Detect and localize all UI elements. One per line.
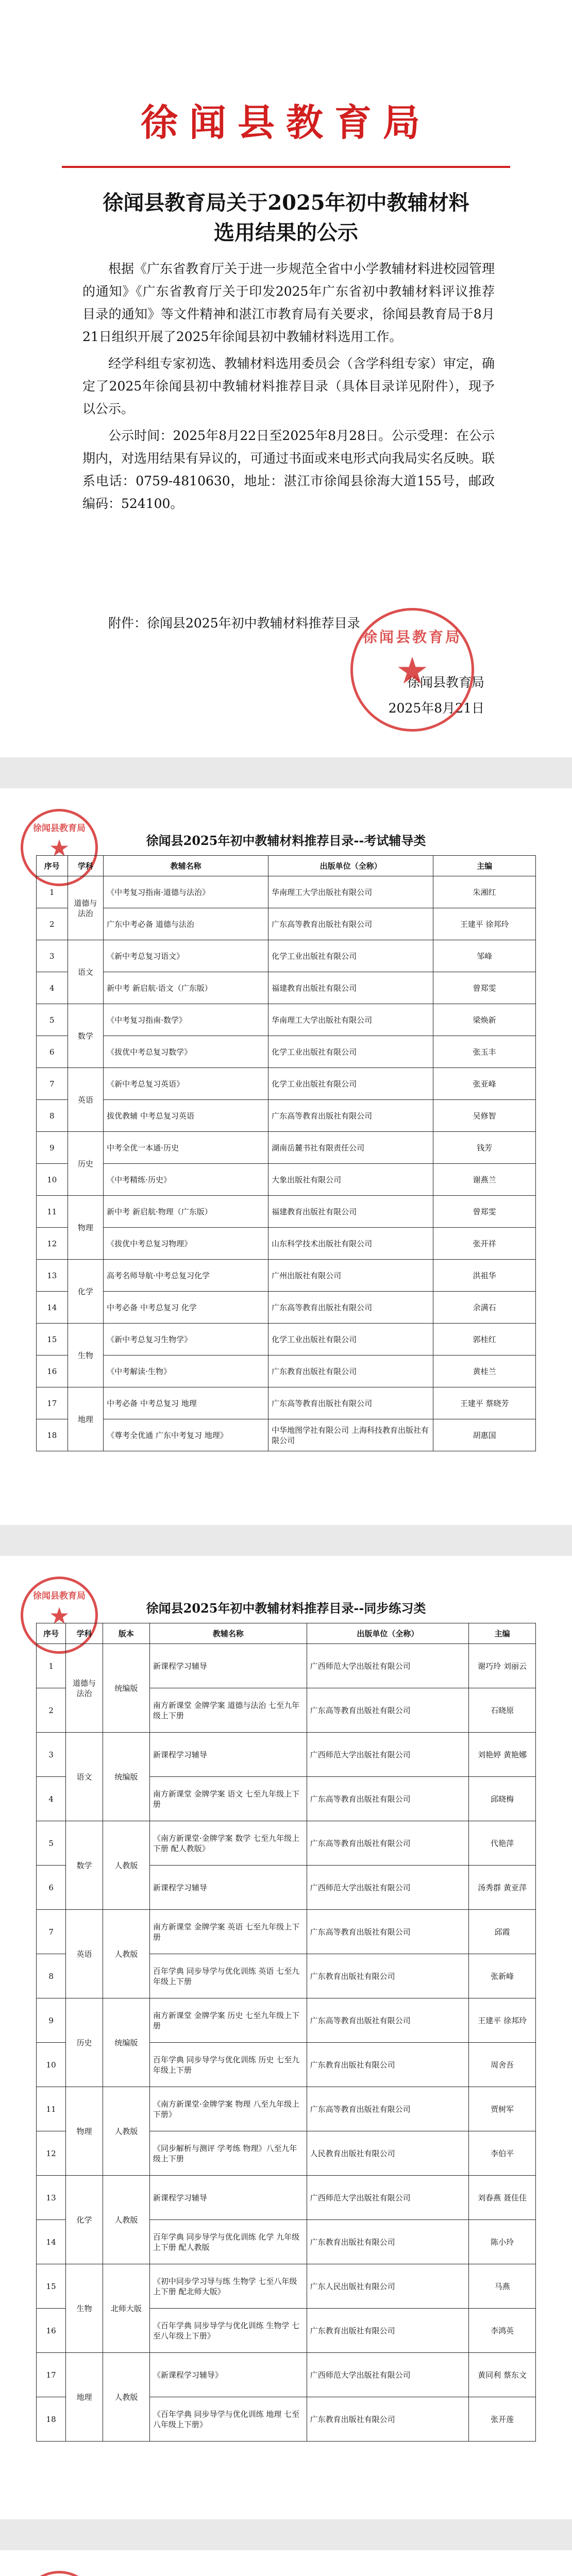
cell-publisher: 广西师范大学出版社有限公司	[307, 1644, 469, 1688]
cell-seq: 13	[37, 2176, 66, 2220]
cell-publisher: 广东高等教育出版社有限公司	[307, 2087, 469, 2131]
cell-publisher: 广东教育出版社有限公司	[307, 1954, 469, 1998]
cell-publisher: 广东教育出版社有限公司	[268, 1355, 433, 1387]
cell-publisher: 中华地图学社有限公司 上海科技教育出版社有限公司	[268, 1419, 433, 1451]
cell-seq: 9	[37, 1132, 68, 1164]
official-seal	[21, 2571, 98, 2576]
table-header-row	[37, 856, 536, 876]
cell-editor: 谢燕兰	[433, 1164, 536, 1196]
cell-subject: 物理	[66, 2087, 103, 2176]
cell-editor: 朱湘红	[433, 876, 536, 908]
table-row	[37, 972, 536, 1004]
table-row	[37, 1228, 536, 1260]
cell-publisher: 化学工业出版社有限公司	[268, 1324, 433, 1355]
cell-subject: 英语	[66, 1910, 103, 1998]
cell-seq: 3	[37, 1733, 66, 1777]
cell-subject: 地理	[66, 2353, 103, 2442]
cell-editor: 洪祖华	[433, 1260, 536, 1292]
cell-publisher: 福建教育出版社有限公司	[268, 1196, 433, 1228]
cell-seq: 1	[37, 876, 68, 908]
cell-subject: 英语	[68, 1068, 104, 1132]
cell-title: 南方新课堂 金牌学案 英语 七至九年级上下册	[149, 1910, 307, 1954]
cell-publisher: 山东科学技术出版社有限公司	[268, 1228, 433, 1260]
cell-publisher: 广东教育出版社有限公司	[307, 2220, 469, 2264]
col-editor: 主编	[433, 856, 536, 876]
cell-title: 新中考 新启航·语文（广东版）	[104, 972, 268, 1004]
cell-title: 广东中考必备 道德与法治	[104, 908, 268, 940]
cell-subject: 语文	[66, 1733, 103, 1821]
table2	[36, 1623, 536, 2442]
cell-editor: 石晓原	[469, 1688, 536, 1733]
cell-edition: 人教版	[103, 2353, 149, 2442]
cell-title: 高考名师导航·中考总复习化学	[104, 1260, 268, 1292]
cell-seq: 18	[37, 1419, 68, 1451]
col-edition: 版本	[103, 1623, 149, 1644]
cell-title: 《百年学典 同步导学与优化训练 生物学 七至八年级上下册》	[149, 2309, 307, 2353]
cell-subject: 数学	[66, 1821, 103, 1910]
table2-title: 徐闻县2025年初中教辅材料推荐目录--同步练习类	[146, 1601, 426, 1616]
cell-editor: 贾树军	[469, 2087, 536, 2131]
cell-editor: 余满石	[433, 1292, 536, 1324]
cell-subject: 物理	[68, 1196, 104, 1260]
col-title: 教辅名称	[149, 1623, 307, 1644]
table-row	[37, 876, 536, 908]
cell-publisher: 大象出版社有限公司	[268, 1164, 433, 1196]
cell-publisher: 广东教育出版社有限公司	[307, 2397, 469, 2442]
cell-seq: 15	[37, 2264, 66, 2309]
seal-star-icon: ★	[50, 836, 69, 860]
table-row	[37, 2176, 536, 2220]
cell-subject: 历史	[66, 1998, 103, 2087]
notice-body	[82, 258, 495, 519]
table-row	[37, 1998, 536, 2043]
cell-seq: 10	[37, 2043, 66, 2087]
cell-title: 拔优教辅 中考总复习英语	[104, 1100, 268, 1132]
cell-title: 南方新课堂 金牌学案 道德与法治 七至九年级上下册	[149, 1688, 307, 1733]
cell-editor: 陈小玲	[469, 2220, 536, 2264]
cell-seq: 17	[37, 2353, 66, 2397]
cell-title: 《新中考总复习语文》	[104, 940, 268, 972]
table-row	[37, 1132, 536, 1164]
table1	[36, 855, 536, 1451]
seal-star-icon: ★	[50, 1604, 69, 1628]
cell-editor: 张开莲	[469, 2397, 536, 2442]
cell-subject: 化学	[66, 2176, 103, 2264]
table-row	[37, 1100, 536, 1132]
cell-editor: 李鸿英	[469, 2309, 536, 2353]
cell-publisher: 广东高等教育出版社有限公司	[268, 1292, 433, 1324]
cell-seq: 7	[37, 1910, 66, 1954]
notice-title-line2: 选用结果的公示	[214, 221, 358, 245]
cell-seq: 17	[37, 1387, 68, 1419]
cell-seq: 6	[37, 1036, 68, 1068]
table1-body	[37, 876, 536, 1451]
notice-paragraph: 根据《广东省教育厅关于进一步规范全省中小学教辅材料进校园管理的通知》《广东省教育厅关于印发2025年广东省初中教辅材料评议推荐目录的通知》等文件精神和湛江市教育局有关要求，徐闻县教育局于8月21日组织开展了2025年徐闻县初中教辅材料选用工作。	[82, 261, 495, 344]
table-row	[37, 2264, 536, 2309]
seal-text: 徐闻县教育局	[33, 1591, 86, 1601]
cell-publisher: 广西师范大学出版社有限公司	[307, 2176, 469, 2220]
cell-edition: 人教版	[103, 2176, 149, 2264]
cell-subject: 数学	[68, 1004, 104, 1068]
table-row	[37, 1004, 536, 1036]
col-title: 教辅名称	[104, 856, 268, 876]
table-row	[37, 1387, 536, 1419]
cell-title: 《新中考总复习生物学》	[104, 1324, 268, 1355]
cell-editor: 胡惠国	[433, 1419, 536, 1451]
page-gap	[0, 2519, 572, 2550]
cell-editor: 张亚峰	[433, 1068, 536, 1100]
table2-body	[37, 1644, 536, 2442]
notice-title	[21, 188, 551, 248]
cell-editor: 黄同利 蔡东文	[469, 2353, 536, 2397]
cell-seq: 6	[37, 1866, 66, 1910]
cell-editor: 刘艳婷 黄艳娜	[469, 1733, 536, 1777]
cell-seq: 11	[37, 2087, 66, 2131]
cell-publisher: 广东高等教育出版社有限公司	[268, 908, 433, 940]
table2-page	[21, 1566, 551, 2509]
cell-editor: 代艳萍	[469, 1821, 536, 1866]
cell-editor: 邱晓梅	[469, 1777, 536, 1821]
col-subject: 学科	[66, 1623, 103, 1644]
cell-seq: 7	[37, 1068, 68, 1100]
cell-editor: 张玉丰	[433, 1036, 536, 1068]
cell-publisher: 化学工业出版社有限公司	[268, 1068, 433, 1100]
cell-seq: 5	[37, 1821, 66, 1866]
cell-seq: 14	[37, 2220, 66, 2264]
official-seal	[350, 608, 474, 732]
page-gap	[0, 1525, 572, 1556]
table-row	[37, 1036, 536, 1068]
cell-subject: 道德与法治	[68, 876, 104, 940]
cell-title: 中考必备 中考总复习 地理	[104, 1387, 268, 1419]
header-divider	[62, 166, 510, 168]
cell-editor: 刘春燕 聂佳佳	[469, 2176, 536, 2220]
cell-publisher: 广东高等教育出版社有限公司	[307, 1910, 469, 1954]
cell-title: 《南方新课堂·金牌学案 数学 七至九年级上下册 配人教版》	[149, 1821, 307, 1866]
cell-publisher: 广东人民出版社有限公司	[307, 2264, 469, 2309]
cell-subject: 语文	[68, 940, 104, 1004]
table-header-row	[37, 1623, 536, 1644]
cell-title: 《拔优中考总复习数学》	[104, 1036, 268, 1068]
notice-title-line1: 徐闻县教育局关于2025年初中教辅材料	[103, 191, 469, 215]
cell-editor: 王建平 徐邦玲	[469, 1998, 536, 2043]
cell-publisher: 广东高等教育出版社有限公司	[268, 1100, 433, 1132]
table-row	[37, 2087, 536, 2131]
table-row	[37, 1324, 536, 1355]
page-gap	[0, 757, 572, 788]
cell-edition: 人教版	[103, 2087, 149, 2176]
cell-editor: 李伯平	[469, 2131, 536, 2176]
notice-paragraph: 公示时间：2025年8月22日至2025年8月28日。公示受理：在公示期内，对选用结果有异议的，可通过书面或来电形式向我局实名反映。联系电话：0759-4810630，地址：湛江市徐闻县徐海大道155号，邮政编码：524100。	[82, 428, 495, 511]
cell-title: 《中考解读·生物》	[104, 1355, 268, 1387]
cell-seq: 2	[37, 1688, 66, 1733]
cell-publisher: 广东高等教育出版社有限公司	[307, 1998, 469, 2043]
cell-publisher: 广东教育出版社有限公司	[307, 2309, 469, 2353]
table-row	[37, 1196, 536, 1228]
cell-publisher: 广东高等教育出版社有限公司	[307, 1821, 469, 1866]
table1-title: 徐闻县2025年初中教辅材料推荐目录--考试辅导类	[146, 833, 426, 848]
org-header: 徐闻县教育局	[140, 100, 431, 144]
cell-seq: 16	[37, 2309, 66, 2353]
attachment-note: 附件：徐闻县2025年初中教辅材料推荐目录	[108, 616, 360, 631]
table-row	[37, 1164, 536, 1196]
cell-seq: 13	[37, 1260, 68, 1292]
notice-paragraph: 经学科组专家初选、教辅材料选用委员会（含学科组专家）审定，确定了2025年徐闻县初中教辅材料推荐目录（具体目录详见附件），现予以公示。	[82, 356, 495, 416]
cell-title: 《中考复习指南·道德与法治》	[104, 876, 268, 908]
cell-edition: 人教版	[103, 1821, 149, 1910]
cell-subject: 生物	[66, 2264, 103, 2353]
table3-page	[21, 2561, 551, 2576]
table-row	[37, 1292, 536, 1324]
cell-seq: 12	[37, 1228, 68, 1260]
cell-seq: 2	[37, 908, 68, 940]
cell-editor: 谢巧玲 刘丽云	[469, 1644, 536, 1688]
cell-seq: 12	[37, 2131, 66, 2176]
cell-title: 中考必备 中考总复习 化学	[104, 1292, 268, 1324]
cell-subject: 道德与法治	[66, 1644, 103, 1733]
notice-page	[21, 15, 551, 747]
cell-editor: 曾郑雯	[433, 972, 536, 1004]
cell-subject: 化学	[68, 1260, 104, 1324]
col-editor: 主编	[469, 1623, 536, 1644]
cell-publisher: 广州出版社有限公司	[268, 1260, 433, 1292]
cell-publisher: 化学工业出版社有限公司	[268, 1036, 433, 1068]
cell-publisher: 广东高等教育出版社有限公司	[307, 1688, 469, 1733]
cell-edition: 北师大版	[103, 2264, 149, 2353]
table-row	[37, 1068, 536, 1100]
cell-title: 《新中考总复习英语》	[104, 1068, 268, 1100]
cell-title: 新课程学习辅导	[149, 1644, 307, 1688]
cell-edition: 统编版	[103, 1998, 149, 2087]
cell-seq: 3	[37, 940, 68, 972]
cell-title: 百年学典 同步导学与优化训练 化学 九年级上下册 配人教版	[149, 2220, 307, 2264]
cell-editor: 邹峰	[433, 940, 536, 972]
cell-edition: 人教版	[103, 1910, 149, 1998]
col-seq: 序号	[37, 856, 68, 876]
notice-date: 2025年8月21日	[388, 701, 484, 716]
table-row	[37, 1419, 536, 1451]
cell-title: 《拔优中考总复习物理》	[104, 1228, 268, 1260]
col-publisher: 出版单位（全称）	[307, 1623, 469, 1644]
table-row	[37, 1260, 536, 1292]
cell-title: 新课程学习辅导	[149, 1866, 307, 1910]
cell-publisher: 湖南岳麓书社有限责任公司	[268, 1132, 433, 1164]
cell-seq: 4	[37, 972, 68, 1004]
table-row	[37, 940, 536, 972]
cell-seq: 4	[37, 1777, 66, 1821]
cell-publisher: 福建教育出版社有限公司	[268, 972, 433, 1004]
seal-star-icon: ★	[397, 652, 427, 690]
cell-seq: 5	[37, 1004, 68, 1036]
cell-title: 新课程学习辅导	[149, 1733, 307, 1777]
cell-title: 《中考精练·历史》	[104, 1164, 268, 1196]
cell-title: 《南方新课堂·金牌学案 物理 八至九年级上下册》	[149, 2087, 307, 2131]
cell-seq: 16	[37, 1355, 68, 1387]
cell-editor: 钱芳	[433, 1132, 536, 1164]
cell-seq: 18	[37, 2397, 66, 2442]
table1-page	[21, 799, 551, 1515]
cell-editor: 王建平 蔡晓芳	[433, 1387, 536, 1419]
cell-publisher: 广东高等教育出版社有限公司	[268, 1387, 433, 1419]
table-row	[37, 1910, 536, 1954]
cell-seq: 8	[37, 1954, 66, 1998]
cell-seq: 10	[37, 1164, 68, 1196]
cell-publisher: 人民教育出版社有限公司	[307, 2131, 469, 2176]
cell-title: 《中考复习指南·数学》	[104, 1004, 268, 1036]
cell-subject: 生物	[68, 1324, 104, 1387]
cell-seq: 9	[37, 1998, 66, 2043]
cell-editor: 郭桂红	[433, 1324, 536, 1355]
cell-editor: 汤秀群 黄亚萍	[469, 1866, 536, 1910]
cell-publisher: 广西师范大学出版社有限公司	[307, 1733, 469, 1777]
cell-editor: 王建平 徐邦玲	[433, 908, 536, 940]
table-row	[37, 908, 536, 940]
cell-publisher: 华南理工大学出版社有限公司	[268, 1004, 433, 1036]
cell-title: 《百年学典 同步导学与优化训练 地理 七至八年级上下册》	[149, 2397, 307, 2442]
cell-editor: 马燕	[469, 2264, 536, 2309]
cell-seq: 15	[37, 1324, 68, 1355]
cell-seq: 1	[37, 1644, 66, 1688]
cell-editor: 梁焕新	[433, 1004, 536, 1036]
cell-publisher: 广东教育出版社有限公司	[307, 2043, 469, 2087]
cell-title: 百年学典 同步导学与优化训练 英语 七至九年级上下册	[149, 1954, 307, 1998]
cell-edition: 统编版	[103, 1733, 149, 1821]
cell-publisher: 化学工业出版社有限公司	[268, 940, 433, 972]
table-row	[37, 1733, 536, 1777]
cell-seq: 14	[37, 1292, 68, 1324]
cell-publisher: 华南理工大学出版社有限公司	[268, 876, 433, 908]
cell-title: 南方新课堂 金牌学案 历史 七至九年级上下册	[149, 1998, 307, 2043]
cell-editor: 周舍吾	[469, 2043, 536, 2087]
cell-editor: 吴修智	[433, 1100, 536, 1132]
signer: 徐闻县教育局	[407, 675, 484, 690]
table-row	[37, 1644, 536, 1688]
col-subject: 学科	[68, 856, 104, 876]
cell-title: 中考全优一本通·历史	[104, 1132, 268, 1164]
cell-editor: 张开祥	[433, 1228, 536, 1260]
cell-title: 《新课程学习辅导》	[149, 2353, 307, 2397]
table-row	[37, 1355, 536, 1387]
cell-title: 新课程学习辅导	[149, 2176, 307, 2220]
cell-title: 《初中同步学习导与练 生物学 七至八年级上下册 配北师大版》	[149, 2264, 307, 2309]
cell-edition: 统编版	[103, 1644, 149, 1733]
cell-editor: 曾郑雯	[433, 1196, 536, 1228]
cell-seq: 11	[37, 1196, 68, 1228]
cell-title: 百年学典 同步导学与优化训练 历史 七至九年级上下册	[149, 2043, 307, 2087]
table-row	[37, 1821, 536, 1866]
cell-seq: 8	[37, 1100, 68, 1132]
cell-title: 《同步解析与测评 学考练 物理》八至九年级上下册	[149, 2131, 307, 2176]
col-publisher: 出版单位（全称）	[268, 856, 433, 876]
cell-subject: 历史	[68, 1132, 104, 1196]
seal-text: 徐闻县教育局	[33, 823, 86, 834]
seal-text: 徐闻县教育局	[362, 629, 462, 646]
cell-publisher: 广西师范大学出版社有限公司	[307, 2353, 469, 2397]
cell-editor: 黄桂兰	[433, 1355, 536, 1387]
cell-subject: 地理	[68, 1387, 104, 1451]
cell-editor: 邱霞	[469, 1910, 536, 1954]
table-row	[37, 2353, 536, 2397]
cell-title: 新中考 新启航·物理（广东版）	[104, 1196, 268, 1228]
col-seq: 序号	[37, 1623, 66, 1644]
cell-title: 南方新课堂 金牌学案 语文 七至九年级上下册	[149, 1777, 307, 1821]
cell-publisher: 广东高等教育出版社有限公司	[307, 1777, 469, 1821]
cell-title: 《尊考全优通 广东中考复习 地理》	[104, 1419, 268, 1451]
cell-editor: 张新峰	[469, 1954, 536, 1998]
cell-publisher: 广西师范大学出版社有限公司	[307, 1866, 469, 1910]
